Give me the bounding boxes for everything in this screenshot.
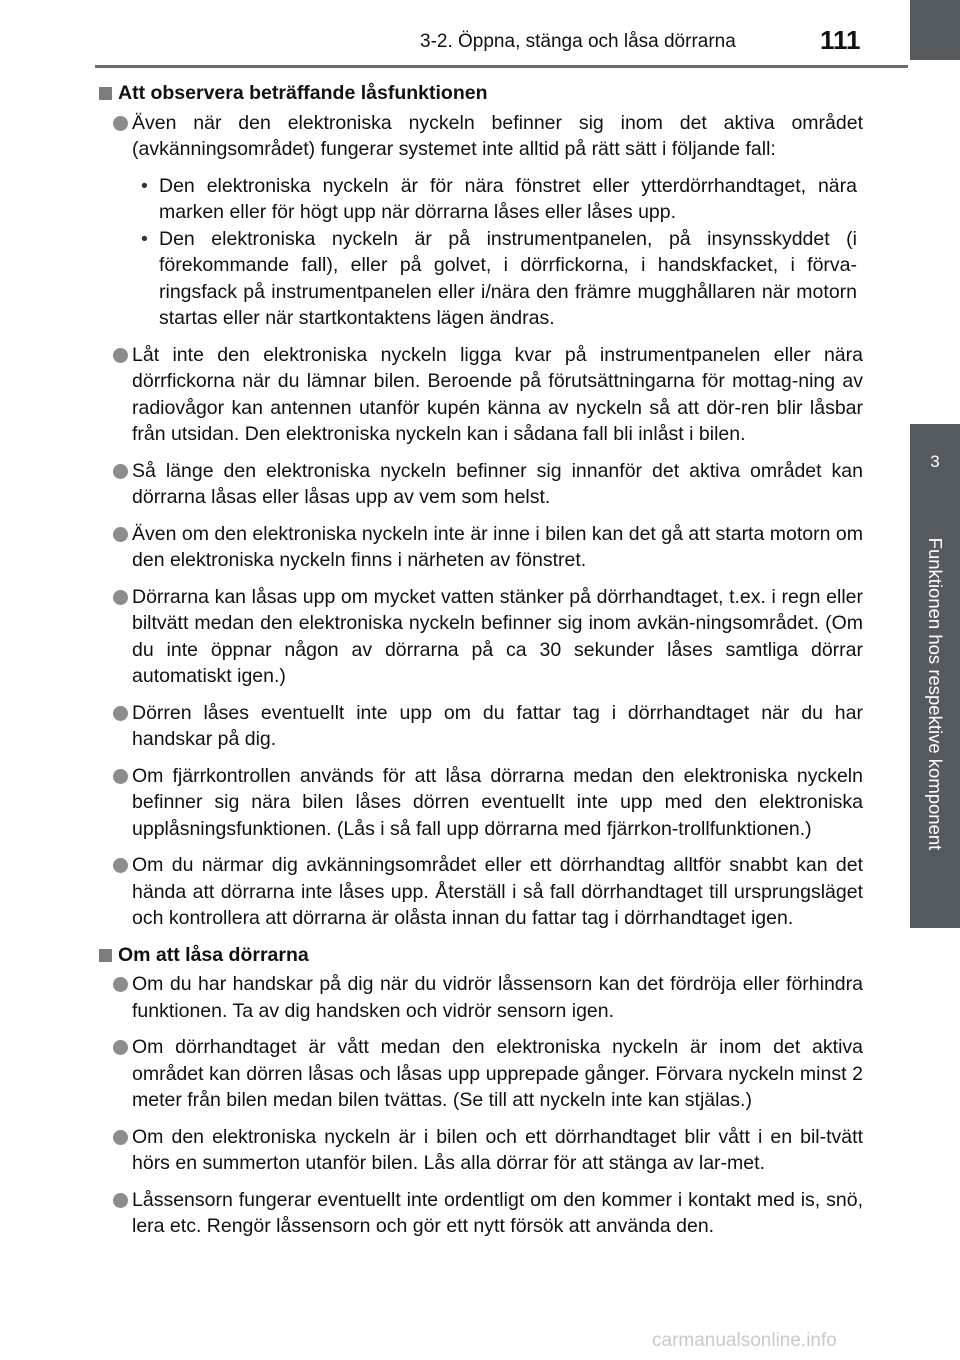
- section-heading: [98, 80, 863, 107]
- list-item-text: Om fjärrkontrollen används för att låsa dörrarna medan den elektroniska nyckeln befinner sig nära bilen låses dörren eventuellt inte upp med den elektroniska upplåsningsfunktionen. (Lås i så fall upp dörrarna med fjärrkon-trollfunktionen.): [132, 764, 863, 840]
- header-rule: [95, 65, 908, 68]
- list-item-text: Även när den elektroniska nyckeln befinner sig inom det aktiva området (avkänningsområdet) fungerar systemet inte alltid på rätt sätt i följande fall:: [132, 111, 863, 160]
- list-item-text: Om du närmar dig avkänningsområdet eller ett dörrhandtag alltför snabbt kan det hända att dörrarna inte låses upp. Återställ i så fall dörrhandtaget till ursprungsläget och kontrollera att dörrarna är olåsta innan du fattar tag i dörrhandtaget igen.: [132, 854, 863, 929]
- list-item: [98, 584, 863, 690]
- circle-bullet-icon: [113, 348, 128, 363]
- list-item-text: Om dörrhandtaget är vått medan den elektroniska nyckeln är inom det aktiva området kan dörren låsas och låsas upp upprepade gånger. Förvara nyckeln minst 2 meter från bilen medan bilen tvättas. (Se till att nyckeln inte kan stjälas.): [132, 1036, 863, 1111]
- list-item-text: Så länge den elektroniska nyckeln befinner sig innanför det aktiva området kan dörrarna låsas eller låsas upp av vem som helst.: [132, 459, 863, 508]
- circle-bullet-icon: [113, 590, 128, 605]
- watermark: carmanualsonline.info: [652, 1330, 837, 1351]
- circle-bullet-icon: [113, 1040, 128, 1055]
- list-item: [98, 1034, 863, 1114]
- page-number: 111: [820, 25, 861, 55]
- list-item-text: Om den elektroniska nyckeln är i bilen och ett dörrhandtaget blir vått i en bil-tvätt hörs en summerton utanför bilen. Lås alla dörrar för att stänga av lar-met.: [132, 1125, 863, 1174]
- square-bullet-icon: [99, 949, 112, 962]
- section-heading-text: Att observera beträffande låsfunktionen: [118, 82, 488, 104]
- header-title: 3-2. Öppna, stänga och låsa dörrarna: [420, 31, 736, 52]
- dot-bullet-icon: •: [141, 227, 148, 250]
- circle-bullet-icon: [113, 116, 128, 131]
- sub-list-item: [132, 173, 857, 226]
- list-item: [98, 1124, 863, 1177]
- circle-bullet-icon: [113, 1193, 128, 1208]
- list-item-text: Om du har handskar på dig när du vidrör låssensorn kan det fördröja eller förhindra funktionen. Ta av dig handsken och vidrör sensorn igen.: [132, 973, 863, 1022]
- circle-bullet-icon: [113, 706, 128, 721]
- sub-list-item-text: Den elektroniska nyckeln är för nära fönstret eller ytterdörrhandtaget, nära marken eller för högt upp när dörrarna låses eller låses upp.: [159, 174, 857, 223]
- list-item: [98, 110, 863, 332]
- list-item-text: Låt inte den elektroniska nyckeln ligga kvar på instrumentpanelen eller nära dörrfickorna när du lämnar bilen. Beroende på förutsättningarna för mottag-ning av radiovågor kan antennen utanför kupén känna av nyckeln så att dör-ren blir låsbar från utsidan. Den elektroniska nyckeln kan i sådana fall bli inlåst i bilen.: [132, 343, 863, 445]
- list-item: [98, 521, 863, 574]
- list-item: [98, 971, 863, 1024]
- section-heading: [98, 942, 863, 969]
- list-item: [98, 763, 863, 843]
- circle-bullet-icon: [113, 1130, 128, 1145]
- circle-bullet-icon: [113, 527, 128, 542]
- list-item-text: Låssensorn fungerar eventuellt inte ordentligt om den kommer i kontakt med is, snö, lera etc. Rengör låssensorn och gör ett nytt försök att använda den.: [132, 1188, 863, 1237]
- circle-bullet-icon: [113, 769, 128, 784]
- list-item: [98, 852, 863, 932]
- sub-list: [132, 173, 863, 332]
- sub-list-item-text: Den elektroniska nyckeln är på instrumentpanelen, på insynsskyddet (i förekommande fall), eller på golvet, i dörrfickorna, i handskfacket, i förva-ringsfack på instrumentpanelen eller i/nära den främre mugghållaren när motorn startas eller när startkontaktens lägen ändras.: [159, 227, 857, 329]
- side-tab-top: [910, 0, 960, 60]
- sub-list-item: [132, 226, 857, 332]
- side-tab-number: 3: [930, 452, 940, 471]
- list-item-text: Dörrarna kan låsas upp om mycket vatten stänker på dörrhandtaget, t.ex. i regn eller biltvätt medan den elektroniska nyckeln befinner sig inom avkän-ningsområdet. (Om du inte öppnar någon av dörrarna på ca 30 sekunder låses samtliga dörrar automatiskt igen.): [132, 585, 863, 687]
- list-item: [98, 458, 863, 511]
- dot-bullet-icon: •: [141, 174, 148, 197]
- circle-bullet-icon: [113, 464, 128, 479]
- list-item: [98, 342, 863, 448]
- page-content: [98, 76, 863, 1250]
- square-bullet-icon: [99, 87, 112, 100]
- list-item: [98, 700, 863, 753]
- list-item-text: Även om den elektroniska nyckeln inte är inne i bilen kan det gå att starta motorn om den elektroniska nyckeln finns i närheten av fönstret.: [132, 522, 863, 571]
- circle-bullet-icon: [113, 858, 128, 873]
- side-tab-text: Funktionen hos respektive komponent: [925, 537, 946, 851]
- section-heading-text: Om att låsa dörrarna: [118, 943, 309, 966]
- list-item: [98, 1187, 863, 1240]
- list-item-text: Dörren låses eventuellt inte upp om du fattar tag i dörrhandtaget när du har handskar på dig.: [132, 701, 863, 750]
- circle-bullet-icon: [113, 977, 128, 992]
